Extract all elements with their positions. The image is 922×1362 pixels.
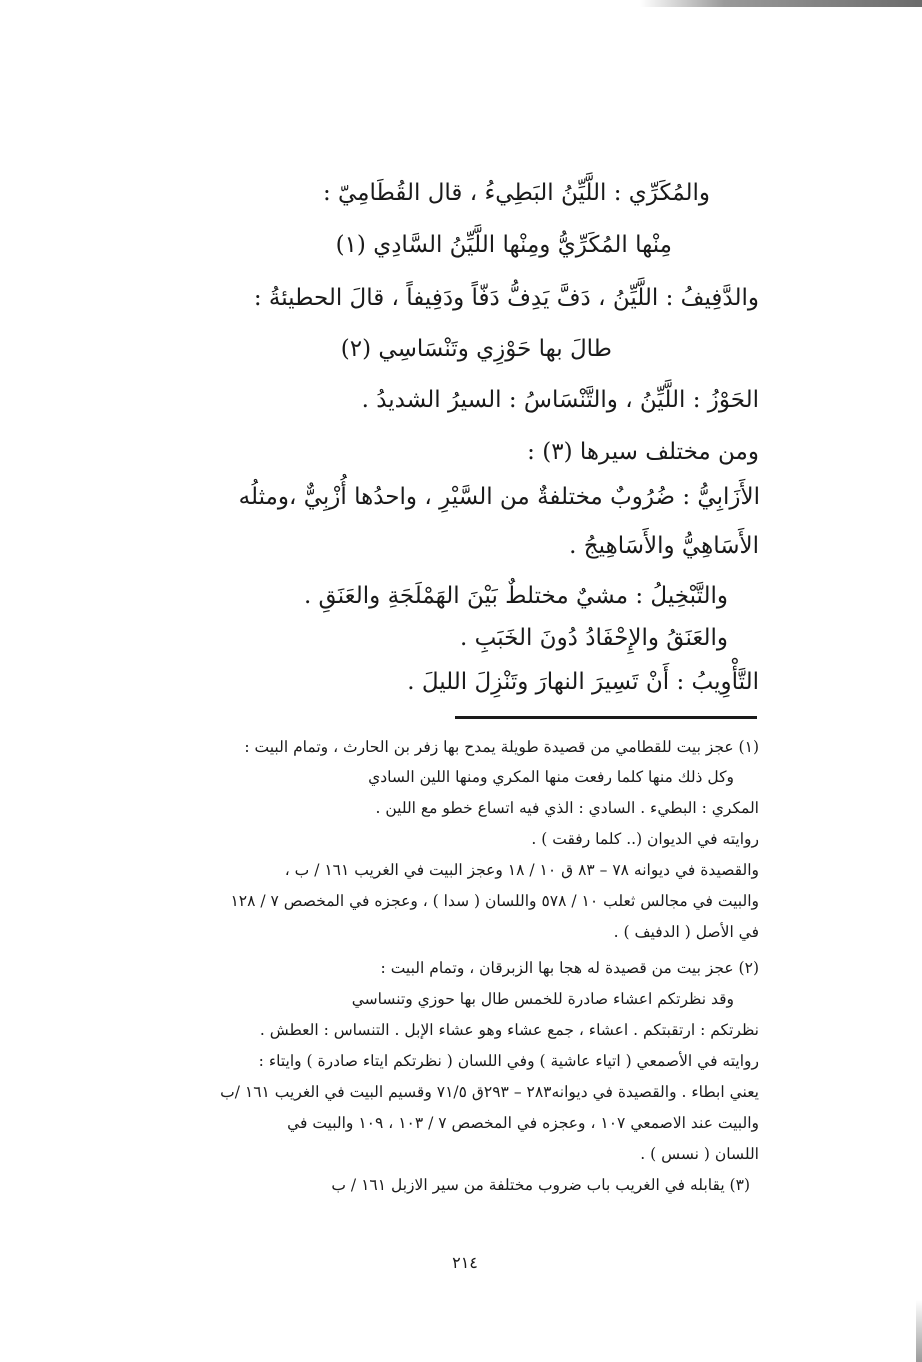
body-line: والتَّبْخِيلُ : مشيٌ مختلطٌ بَيْنَ الهَمْلَجَةِ والعَنَقِ . <box>303 583 728 609</box>
footnote-line: (٢) عجز بيت من قصيدة له هجا بها الزبرقان ، وتمام البيت : <box>380 959 759 977</box>
body-line: الحَوْزُ : اللَّيِّنُ ، والتَّنْسَاسُ : السيرُ الشديدُ . <box>361 387 759 413</box>
body-line: والعَنَقُ والإِحْفَادُ دُونَ الخَبَبِ . <box>459 625 728 651</box>
footnote-line: والبيت عند الاصمعي ١٠٧ ، وعجزه في المخصص ٧ / ١٠٣ ، ١٠٩ والبيت في <box>287 1114 759 1132</box>
footnote-line: روايته في الديوان (.. كلما رفقت ) . <box>531 830 759 848</box>
body-line: طالَ بها حَوْزِي وتَنْسَاسِي (٢) <box>340 336 612 362</box>
footnote-line: اللسان ( نسس ) . <box>640 1145 759 1163</box>
body-line: التَّأْوِيبُ : أَنْ تَسِيرَ النهارَ وتَنْزِلَ الليلَ . <box>407 669 759 695</box>
footnote-line: روايته في الأصمعي ( اتياء عاشية ) وفي اللسان ( نظرتكم ايتاء صادرة ) وايتاء : <box>258 1052 759 1070</box>
page-number: ٢١٤ <box>452 1253 478 1272</box>
footnote-line: في الأصل ( الدفيف ) . <box>613 923 759 941</box>
footnote-line: يعني ابطاء . والقصيدة في ديوانه٢٨٣ – ٢٩٣ق ٧١/٥ وقسيم البيت في الغريب ١٦١ /ب <box>220 1083 759 1101</box>
scan-edge-shadow <box>640 0 922 7</box>
footnote-line: المكري : البطيء . السادي : الذي فيه اتساع خطو مع اللين . <box>375 799 759 817</box>
footnote-line: والقصيدة في ديوانه ٧٨ – ٨٣ ق ١٠ / ١٨ وعجز البيت في الغريب ١٦١ / ب ، <box>284 861 759 879</box>
footnote-line: (٣) يقابله في الغريب باب ضروب مختلفة من سير الازبل ١٦١ / ب <box>331 1176 750 1194</box>
footnote-separator <box>455 716 757 719</box>
footnote-line: (١) عجز بيت للقطامي من قصيدة طويلة يمدح بها زفر بن الحارث ، وتمام البيت : <box>244 738 759 756</box>
footnote-line: نظرتكم : ارتقبتكم . اعشاء ، جمع عشاء وهو عشاء الإبل . التنساس : العطش . <box>259 1021 759 1039</box>
body-line: الأَسَاهِيُّ والأَسَاهِيجُ . <box>569 533 759 559</box>
body-line: الأَزَابِيُّ : ضُرُوبٌ مختلفةٌ من السَّيْرِ ، واحدُها أُزْبِيٌّ ،ومثلُه <box>238 484 760 510</box>
body-line: ومن مختلف سيرها (٣) : <box>527 439 759 465</box>
footnote-line: وقد نظرتكم اعشاء صادرة للخمس طال بها حوزي وتنساسي <box>351 990 734 1008</box>
body-line: والدَّفِيفُ : اللَّيِّنُ ، دَفَّ يَدِفُّ دَفّاً ودَفِيفاً ، قالَ الحطيئةُ : <box>253 285 759 311</box>
body-line: والمُكَرِّي : اللَّيِّنُ البَطِيءُ ، قال القُطَامِيّ : <box>322 180 710 206</box>
footnote-line: وكل ذلك منها كلما رفعت منها المكري ومنها اللين السادي <box>368 768 734 786</box>
scan-edge-shadow-right <box>916 1300 922 1362</box>
body-line: مِنْها المُكَرِّيُّ ومِنْها اللَّيِّنُ السَّادِي (١) <box>335 232 672 258</box>
footnote-line: والبيت في مجالس ثعلب ١٠ / ٥٧٨ واللسان ( سدا ) ، وعجزه في المخصص ٧ / ١٢٨ <box>230 892 759 910</box>
